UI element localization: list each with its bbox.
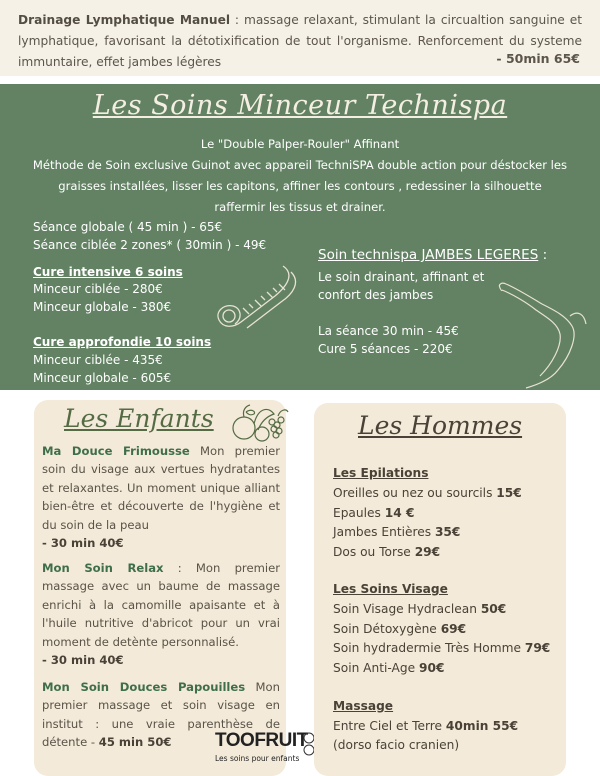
jambes-desc: confort des jambes (318, 288, 434, 302)
epil-item: Epaules 14 € (333, 506, 415, 520)
soin-name: Mon Soin Douces Papouilles (42, 680, 246, 694)
soin-name: Ma Douce Frimousse (42, 444, 190, 458)
enfants-card (34, 400, 286, 776)
soin-price: 45 min 50€ (98, 735, 172, 750)
drainage-title: Drainage Lymphatique Manuel (18, 13, 231, 27)
enfants-title: Les Enfants (64, 404, 214, 433)
tape-measure-icon (205, 256, 305, 336)
drainage-price: - 50min 65€ (496, 51, 580, 66)
jambes-price: Cure 5 séances - 220€ (318, 342, 453, 356)
seance-globale: Séance globale ( 45 min ) - 65€ (33, 220, 223, 234)
massage-item: Entre Ciel et Terre 40min 55€ (333, 719, 519, 733)
toofruit-logo: TOOFRUIT Les soins pour enfants (211, 730, 315, 770)
cure10-line: Minceur ciblée - 435€ (33, 353, 163, 367)
soin-papouilles: Mon Soin Douces Papouilles Mon premier massage et soin visage en institut : une vraie parenthèse de détente - 45 min 50€ (42, 680, 280, 750)
seance-ciblee: Séance ciblée 2 zones* ( 30min ) - 49€ (33, 238, 267, 252)
massage-note: (dorso facio cranien) (333, 738, 460, 752)
visage-item: Soin Détoxygène 69€ (333, 622, 467, 636)
drainage-text: Drainage Lymphatique Manuel : massage relaxant, stimulant la circualtion sanguine et lymphatique, favorisant la détotixification de tout l'organisme. Renforcement du systeme immuntaire, effet jambes légères (18, 13, 582, 69)
visage-item: Soin Anti-Age 90€ (333, 661, 445, 675)
intro-line: Le "Double Palper-Rouler" Affinant (200, 137, 400, 151)
soin-frimousse: Ma Douce Frimousse Mon premier soin du visage aux vertues hydratantes et relaxantes. Un moment unique alliant bien-être et découverte de l'hygiène et du soin de la peau - 30 min 40€ (42, 444, 280, 551)
soin-name: Mon Soin Relax (42, 561, 164, 575)
cure10-title: Cure approfondie 10 soins (33, 335, 212, 349)
cure6-line: Minceur ciblée - 280€ (33, 282, 163, 296)
legs-icon (492, 274, 592, 390)
intro-line: Méthode de Soin exclusive Guinot avec appareil TechniSPA double action pour déstocker les (32, 158, 568, 172)
visage-title: Les Soins Visage (333, 582, 448, 596)
drainage-section (0, 0, 600, 76)
minceur-section (0, 84, 600, 390)
jambes-price: La séance 30 min - 45€ (318, 324, 459, 338)
epil-item: Dos ou Torse 29€ (333, 545, 441, 559)
visage-item: Soin Visage Hydraclean 50€ (333, 602, 507, 616)
cure6-line: Minceur globale - 380€ (33, 300, 172, 314)
intro-line: raffermir les tissus et drainer. (214, 200, 386, 214)
epilations-title: Les Epilations (333, 466, 429, 480)
minceur-intro (10, 134, 590, 218)
soin-relax: Mon Soin Relax : Mon premier massage avec un baume de massage enrichi à la camomille apaisante et à l'huile nutritive d'abricot pour un vrai moment de detènte personnalisé. - 30 min 40€ (42, 561, 280, 668)
hommes-title: Les Hommes (358, 411, 523, 440)
jambes-desc: Le soin drainant, affinant et (318, 270, 485, 284)
massage-title: Massage (333, 699, 394, 713)
soin-price: - 30 min 40€ (42, 536, 124, 551)
epil-item: Oreilles ou nez ou sourcils 15€ (333, 486, 522, 500)
cure6-title: Cure intensive 6 soins (33, 265, 183, 279)
cure10-line: Minceur globale - 605€ (33, 371, 172, 385)
hommes-card (314, 403, 566, 776)
intro-line: graisses installées, lisser les capitons, affiner les contours , redessiner la silhouette (58, 179, 542, 193)
jambes-title: Soin technispa JAMBES LEGERES : (318, 247, 548, 263)
soin-price: - 30 min 40€ (42, 653, 124, 668)
minceur-title: Les Soins Minceur Technispa (92, 90, 508, 121)
fruits-icon (228, 400, 290, 444)
visage-item: Soin hydradermie Très Homme 79€ (333, 641, 551, 655)
epil-item: Jambes Entières 35€ (333, 525, 461, 539)
